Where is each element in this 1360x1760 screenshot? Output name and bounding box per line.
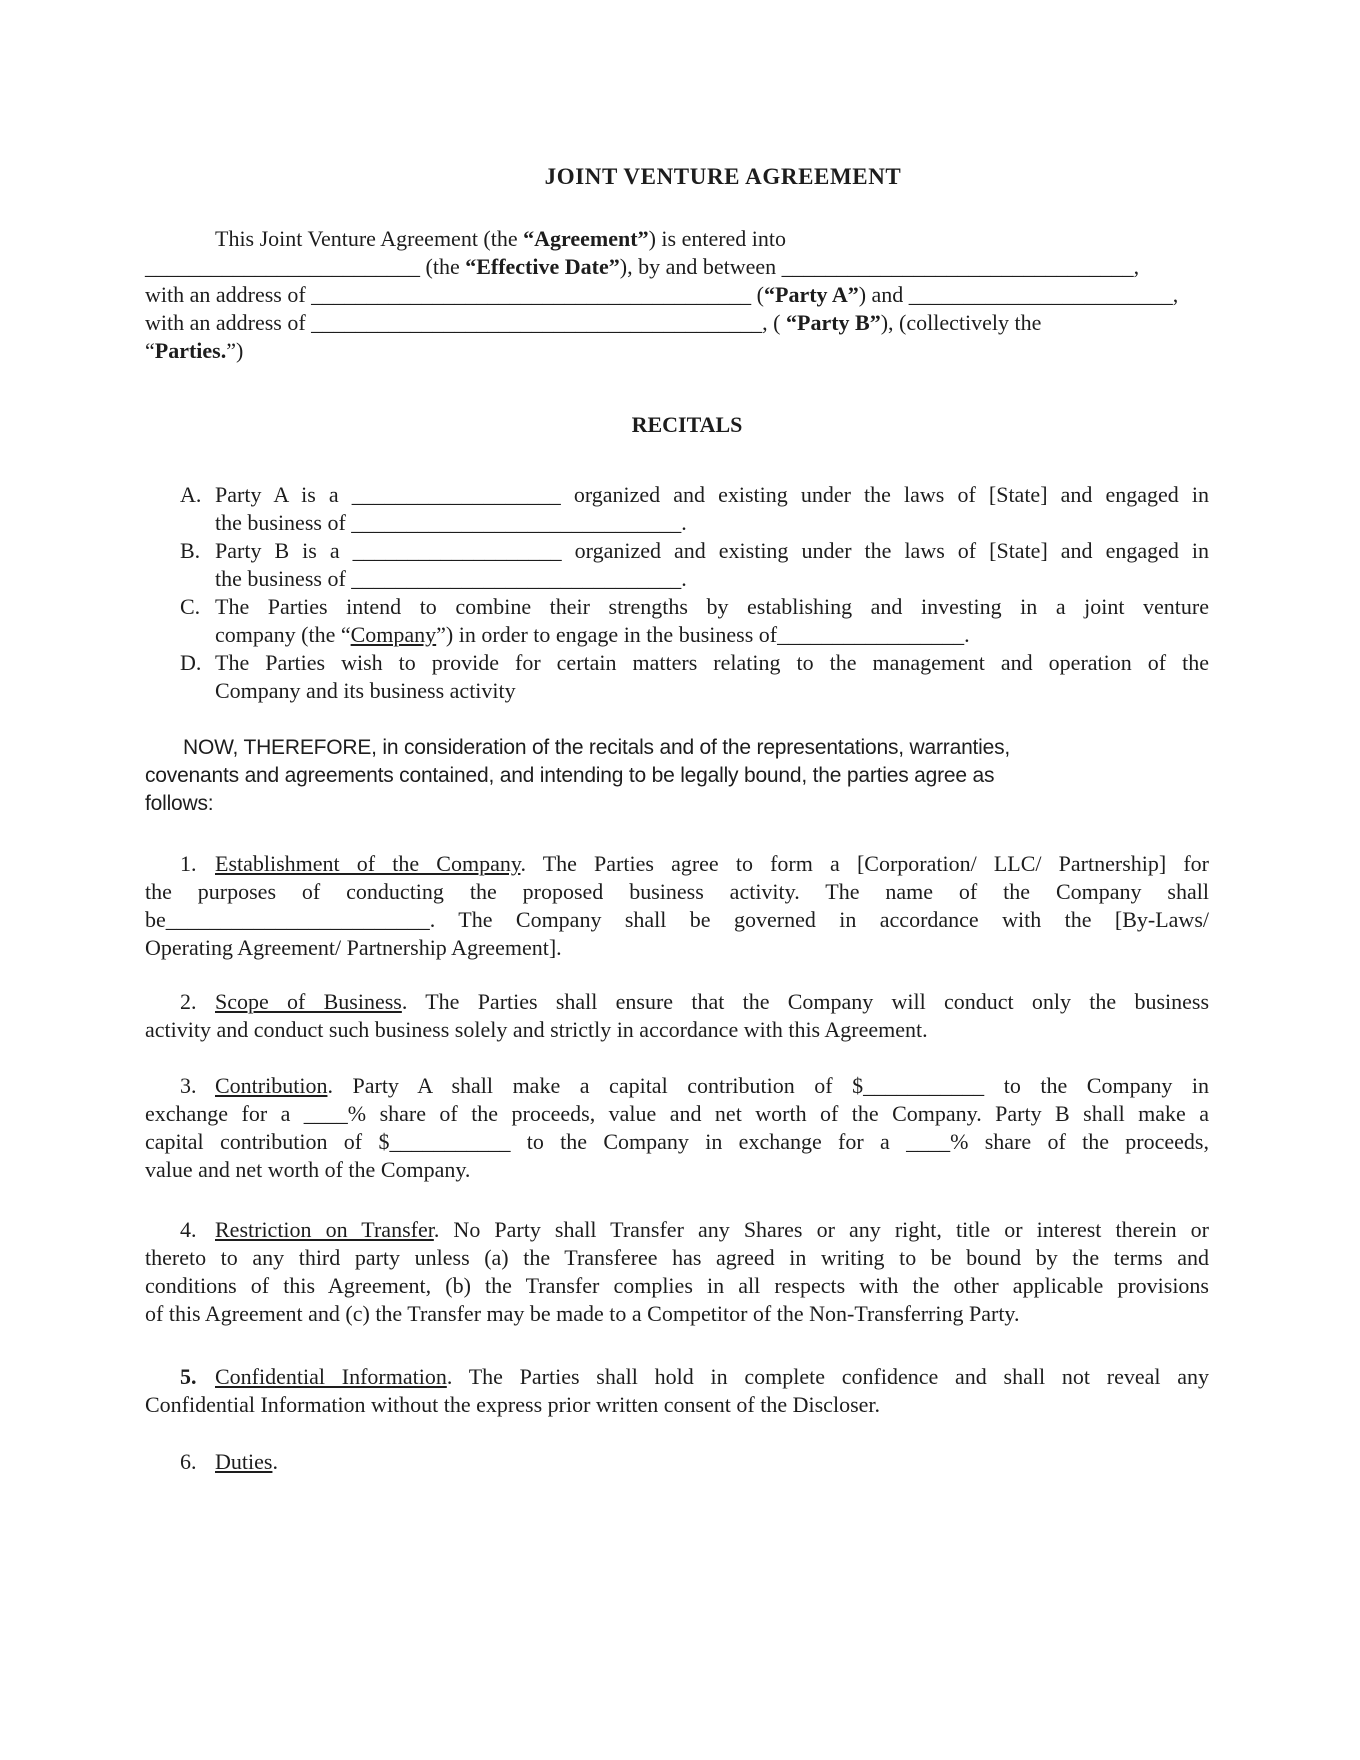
text-run: ), by and between ________________________________, <box>619 254 1140 279</box>
text-run: Company and its business activity <box>215 678 516 703</box>
text-line <box>191 163 1255 191</box>
text-line <box>145 1272 1209 1300</box>
text-run: value and net worth of the Company. <box>145 1157 471 1182</box>
text-line <box>145 1244 1209 1272</box>
section-3-contribution <box>145 1072 1209 1184</box>
text-line <box>145 281 1209 309</box>
text-line <box>155 411 1219 439</box>
text-run: with an address of _________________________________________, ( <box>145 310 787 335</box>
recital-d <box>145 649 1209 705</box>
underlined-term: Scope of Business <box>215 989 402 1014</box>
text-run: activity and conduct such business solely and strictly in accordance with this Agreement. <box>145 1017 928 1042</box>
underlined-term: Confidential Information <box>215 1364 447 1389</box>
text-line <box>145 790 1209 818</box>
text-line <box>145 1300 1209 1328</box>
bold-defined-term: JOINT VENTURE AGREEMENT <box>544 164 902 189</box>
text-run: NOW, THEREFORE, in consideration of the recitals and of the representations, warranties, <box>183 736 1011 759</box>
text-line <box>145 878 1209 906</box>
text-run: Operating Agreement/ Partnership Agreement]. <box>145 935 562 960</box>
text-run: capital contribution of $___________ to the Company in exchange for a ____% share of the proceeds, <box>145 1129 1209 1154</box>
text-line <box>215 481 1209 509</box>
opening-paragraph <box>145 225 1209 365</box>
text-run: ) and ________________________, <box>858 282 1179 307</box>
text-run: ”) in order to engage in the business of_________________. <box>436 622 970 647</box>
recital-c <box>145 593 1209 649</box>
text-run: follows: <box>145 792 214 815</box>
section-number-marker: 2. <box>180 989 197 1014</box>
text-line <box>145 1072 1209 1100</box>
text-run: ”) <box>226 338 244 363</box>
recital-letter-marker: B. <box>180 538 201 563</box>
text-line <box>215 649 1209 677</box>
underlined-term: Restriction on Transfer <box>215 1217 434 1242</box>
underlined-term: Duties <box>215 1449 273 1474</box>
recital-letter-marker: C. <box>180 594 201 619</box>
recital-letter-marker: A. <box>180 482 202 507</box>
recitals-heading <box>155 411 1219 439</box>
text-line <box>145 337 1209 365</box>
text-line <box>145 762 1209 790</box>
text-run: exchange for a ____% share of the proceeds, value and net worth of the Company. Party B shall make a <box>145 1101 1209 1126</box>
text-line <box>145 906 1209 934</box>
text-line <box>145 1391 1209 1419</box>
text-line <box>145 1016 1209 1044</box>
section-number-marker: 3. <box>180 1073 197 1098</box>
bold-defined-term: “Agreement” <box>523 226 649 251</box>
text-line <box>145 1216 1209 1244</box>
text-run: “ <box>145 338 155 363</box>
bold-defined-term: “Party B” <box>786 310 881 335</box>
text-line <box>145 934 1209 962</box>
text-run: . <box>272 1449 278 1474</box>
text-run: The Parties wish to provide for certain matters relating to the management and operation of the <box>215 650 1209 675</box>
text-run: the business of ______________________________. <box>215 510 687 535</box>
document-title <box>191 163 1255 191</box>
text-line <box>145 225 1209 253</box>
underlined-term: Company <box>350 622 437 647</box>
text-line <box>215 565 1209 593</box>
now-therefore-paragraph <box>145 734 1209 818</box>
text-run: This Joint Venture Agreement (the <box>215 226 524 251</box>
bold-defined-term: “Effective Date” <box>465 254 620 279</box>
text-line <box>215 593 1209 621</box>
text-run: Party B is a ___________________ organized and existing under the laws of [State] and engaged in <box>215 538 1209 563</box>
text-run: conditions of this Agreement, (b) the Transfer complies in all respects with the other applicable provisions <box>145 1273 1209 1298</box>
text-run: . No Party shall Transfer any Shares or any right, title or interest therein or <box>433 1217 1209 1242</box>
section-5-confidential-information <box>145 1363 1209 1419</box>
text-run: ) is entered into <box>648 226 787 251</box>
text-line <box>215 537 1209 565</box>
text-run: company (the “ <box>215 622 351 647</box>
section-1-establishment <box>145 850 1209 962</box>
recital-a <box>145 481 1209 537</box>
underlined-term: Contribution <box>215 1073 328 1098</box>
text-run: covenants and agreements contained, and intending to be legally bound, the parties agree as <box>145 764 995 787</box>
section-4-restriction-on-transfer <box>145 1216 1209 1328</box>
text-run: with an address of ________________________________________ ( <box>145 282 765 307</box>
text-line <box>145 1363 1209 1391</box>
section-number-marker: 5. <box>180 1364 197 1389</box>
text-line <box>145 1448 1209 1476</box>
text-run: ), (collectively the <box>880 310 1042 335</box>
bold-defined-term: Parties. <box>154 338 227 363</box>
text-run: the purposes of conducting the proposed business activity. The name of the Company shall <box>145 879 1209 904</box>
text-line <box>145 1128 1209 1156</box>
text-line <box>145 1100 1209 1128</box>
text-run: Party A is a ___________________ organized and existing under the laws of [State] and engaged in <box>215 482 1209 507</box>
text-run: . The Parties agree to form a [Corporation/ LLC/ Partnership] for <box>520 851 1209 876</box>
text-run: thereto to any third party unless (a) the Transferee has agreed in writing to be bound by the terms and <box>145 1245 1209 1270</box>
bold-defined-term: RECITALS <box>631 412 743 437</box>
text-run: . Party A shall make a capital contribution of $___________ to the Company in <box>327 1073 1209 1098</box>
text-run: _________________________ (the <box>145 254 466 279</box>
bold-defined-term: “Party A” <box>764 282 859 307</box>
text-run: . The Parties shall hold in complete confidence and shall not reveal any <box>446 1364 1209 1389</box>
text-run: Confidential Information without the express prior written consent of the Discloser. <box>145 1392 881 1417</box>
section-2-scope-of-business <box>145 988 1209 1044</box>
text-line <box>145 734 1209 762</box>
text-run: the business of ______________________________. <box>215 566 687 591</box>
text-line <box>215 509 1209 537</box>
text-run: of this Agreement and (c) the Transfer may be made to a Competitor of the Non-Transferring Party. <box>145 1301 1020 1326</box>
recital-b <box>145 537 1209 593</box>
underlined-term: Establishment of the Company <box>215 851 521 876</box>
section-number-marker: 6. <box>180 1449 197 1474</box>
section-number-marker: 4. <box>180 1217 197 1242</box>
text-line <box>145 988 1209 1016</box>
text-run: The Parties intend to combine their strengths by establishing and investing in a joint venture <box>215 594 1209 619</box>
section-number-marker: 1. <box>180 851 197 876</box>
text-line <box>215 677 1209 705</box>
text-line <box>145 1156 1209 1184</box>
text-line <box>145 253 1209 281</box>
text-run: be________________________. The Company shall be governed in accordance with the [By-Laws/ <box>145 907 1209 932</box>
section-6-duties <box>145 1448 1209 1476</box>
text-line <box>145 309 1209 337</box>
text-run: . The Parties shall ensure that the Company will conduct only the business <box>401 989 1210 1014</box>
text-line <box>145 850 1209 878</box>
text-line <box>215 621 1209 649</box>
recital-letter-marker: D. <box>180 650 202 675</box>
